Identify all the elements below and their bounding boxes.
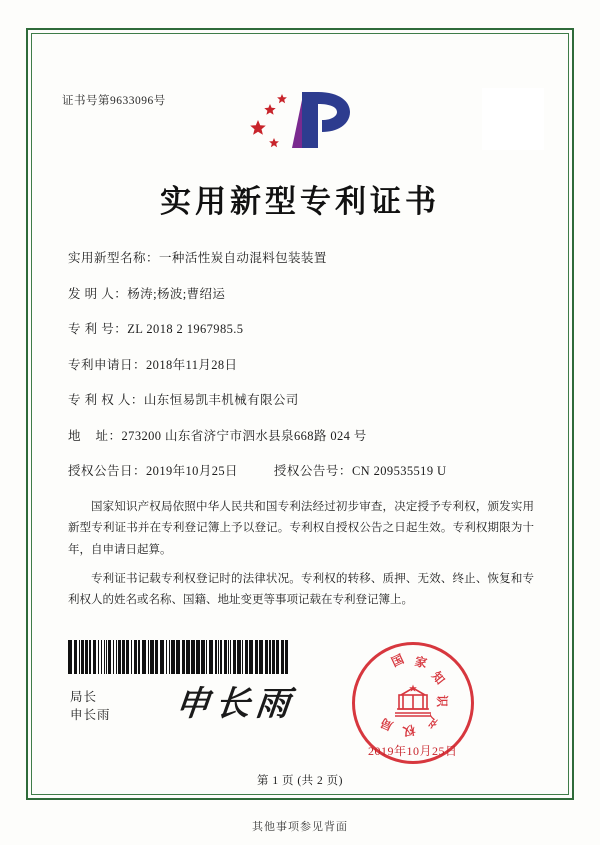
- field-label: 专 利 号：: [68, 322, 128, 336]
- body-paragraph-1: 国家知识产权局依照中华人民共和国专利法经过初步审查，决定授予专利权，颁发实用新型专利证书并在专利登记簿上予以登记。专利权自授权公告之日起生效。专利权期限为十年，自申请日起算。: [68, 501, 534, 556]
- page-number: 第 1 页 (共 2 页): [256, 775, 344, 787]
- field-value: ZL 2018 2 1967985.5: [127, 322, 244, 336]
- grant-row: [68, 461, 538, 479]
- field-row: [68, 390, 538, 408]
- footer-note: 其他事项参见背面: [252, 821, 348, 833]
- field-label: 地 址：: [68, 428, 122, 443]
- field-value: 杨涛;杨波;曹绍运: [127, 286, 226, 301]
- seal-date: 2019年10月25日: [368, 744, 458, 758]
- field-label: 专利申请日：: [68, 357, 147, 372]
- field-row: [68, 284, 538, 302]
- qr-code-icon: [482, 88, 544, 150]
- field-row: [68, 248, 538, 266]
- field-row: [68, 355, 538, 373]
- field-label: 实用新型名称：: [68, 251, 160, 265]
- body-paragraph-2: 专利证书记载专利权登记时的法律状况。专利权的转移、质押、无效、终止、恢复和专利权人的姓名或名称、国籍、地址变更等事项记载在专利登记簿上。: [68, 572, 534, 607]
- national-emblem-icon: [391, 683, 435, 723]
- grant-date-label: 授权公告日：: [68, 464, 147, 478]
- certificate-number: 证书号第9633096号: [62, 95, 166, 107]
- field-value: 一种活性炭自动混料包装装置: [159, 251, 327, 265]
- director-name: 申长雨: [70, 708, 111, 723]
- handwritten-signature: 申长雨: [173, 684, 298, 724]
- page-title: 实用新型专利证书: [160, 184, 440, 219]
- field-label: 发 明 人：: [68, 286, 128, 301]
- field-row: [68, 426, 538, 444]
- field-value: 2018年11月28日: [146, 357, 238, 372]
- legal-body-text: [68, 497, 534, 619]
- field-row: [68, 319, 538, 337]
- certificate-fields: [68, 248, 538, 497]
- grant-number-label: 授权公告号：: [273, 464, 352, 478]
- grant-date-value: 2019年10月25日: [146, 464, 238, 478]
- field-label: 专 利 权 人：: [68, 393, 144, 407]
- seal-ring-text: 国 家 知 识 产 权 局: [378, 651, 449, 739]
- signature-block: [70, 688, 111, 724]
- director-title: 局长: [70, 690, 98, 704]
- patent-office-logo-icon: [240, 82, 360, 154]
- field-value: 山东恒易凯丰机械有限公司: [143, 393, 299, 407]
- barcode: [68, 640, 290, 674]
- field-value: 273200 山东省济宁市泗水县泉668路 024 号: [121, 428, 367, 443]
- grant-number-value: CN 209535519 U: [351, 464, 447, 478]
